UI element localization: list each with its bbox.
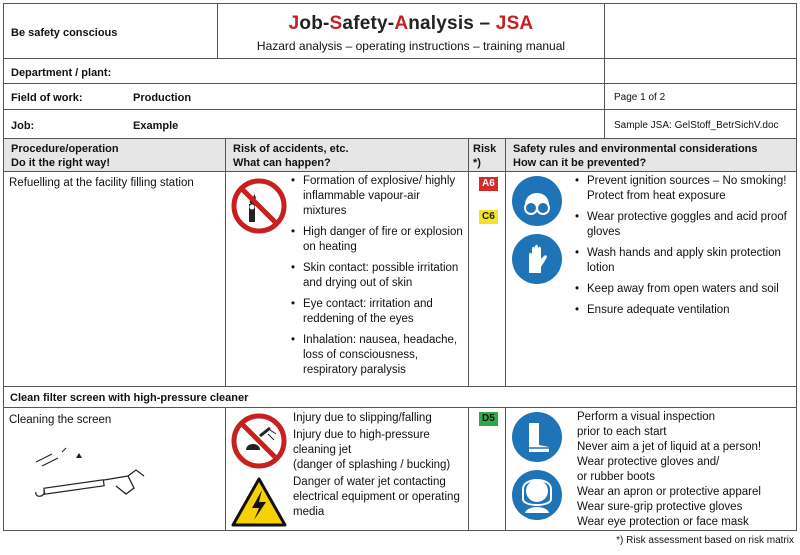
- list-item: (danger of splashing / bucking): [293, 459, 451, 471]
- s2-procedure: Cleaning the screen: [9, 414, 112, 426]
- s1-risk-rating-cell: [468, 171, 506, 387]
- page-title: Job-Safety-Analysis – JSA: [288, 13, 534, 34]
- s1-risk-list: [289, 174, 465, 384]
- list-item: Danger of water jet contacting electrical equipment or operating media: [293, 476, 460, 518]
- footnote: *) Risk assessment based on risk matrix: [616, 535, 794, 546]
- s2-heading-row: [3, 386, 797, 408]
- title-right-cell: [604, 3, 797, 59]
- list-item: Perform a visual inspection: [577, 411, 716, 423]
- s2-rules-cell: [505, 407, 797, 531]
- s1-rules-list: [573, 174, 793, 324]
- job-row: [3, 109, 605, 139]
- no-open-flame-icon: [230, 177, 288, 235]
- s2-procedure-cell: [3, 407, 226, 531]
- s1-rules-cell: [505, 171, 797, 387]
- list-item: • Wear protective goggles and acid proof gloves: [573, 210, 793, 240]
- sample-cell: [604, 109, 797, 139]
- list-item: or rubber boots: [577, 471, 655, 483]
- sample-file: Sample JSA: GelStoff_BetrSichV.doc: [614, 120, 779, 131]
- title-cell: [217, 3, 605, 59]
- page-subtitle: Hazard analysis – operating instructions – training manual: [256, 39, 566, 53]
- list-item: • Ensure adequate ventilation: [573, 303, 793, 318]
- page-cell: [604, 83, 797, 110]
- field-value: Production: [133, 92, 192, 104]
- gloves-icon: [511, 233, 563, 285]
- tagline: Be safety conscious: [11, 27, 118, 39]
- list-item: • Keep away from open waters and soil: [573, 282, 793, 297]
- pressure-washer-drawing: [32, 444, 152, 504]
- department-right: [604, 58, 797, 84]
- s2-risk-list: [293, 411, 465, 520]
- list-item: • Wash hands and apply skin protection lotion: [573, 246, 793, 276]
- page-number: Page 1 of 2: [614, 92, 666, 103]
- risk-badge-d5: D5: [479, 412, 498, 426]
- field-row: [3, 83, 605, 110]
- s2-heading: Clean filter screen with high-pressure cleaner: [10, 392, 249, 404]
- risk-badge-c6: C6: [479, 210, 498, 224]
- s2-risk-rating-cell: [468, 407, 506, 531]
- list-item: Injury due to slipping/falling: [293, 412, 432, 424]
- list-item: prior to each start: [577, 426, 667, 438]
- list-item: Wear sure-grip protective gloves: [577, 501, 743, 513]
- s1-procedure-cell: [3, 171, 226, 387]
- col-risk-accidents-header: Risk of accidents, etc. What can happen?: [225, 138, 469, 172]
- s1-risk-cell: [225, 171, 469, 387]
- no-spraying-icon: [230, 412, 288, 470]
- list-item: Wear an apron or protective apparel: [577, 486, 761, 498]
- list-item: • Inhalation: nausea, headache, loss of consciousness, respiratory paralysis: [289, 333, 465, 378]
- department-row: [3, 58, 605, 84]
- job-label: Job:: [11, 120, 35, 132]
- list-item: Wear protective gloves and/: [577, 456, 720, 468]
- face-shield-icon: [511, 469, 563, 521]
- safety-boots-icon: [511, 411, 563, 463]
- list-item: • Prevent ignition sources – No smoking! Protect from heat exposure: [573, 174, 793, 204]
- col-procedure-header: Procedure/operation Do it the right way!: [3, 138, 226, 172]
- s2-rules-list: [577, 410, 795, 530]
- risk-badge-a6: A6: [479, 177, 498, 191]
- list-item: • Formation of explosive/ highly inflammable vapour-air mixtures: [289, 174, 465, 219]
- col-rules-header: Safety rules and environmental considerations How can it be prevented?: [505, 138, 797, 172]
- list-item: • Eye contact: irritation and reddening of the eyes: [289, 297, 465, 327]
- tagline-cell: [3, 3, 218, 59]
- s2-risk-cell: [225, 407, 469, 531]
- list-item: • Skin contact: possible irritation and drying out of skin: [289, 261, 465, 291]
- list-item: Wear eye protection or face mask: [577, 516, 749, 528]
- department-label: Department / plant:: [11, 67, 112, 79]
- list-item: • High danger of fire or explosion on heating: [289, 225, 465, 255]
- electrical-hazard-icon: [230, 476, 288, 528]
- job-value: Example: [133, 120, 179, 132]
- col-risk-header: Risk *): [468, 138, 506, 172]
- eye-protection-icon: [511, 175, 563, 227]
- list-item: Never aim a jet of liquid at a person!: [577, 441, 762, 453]
- s1-procedure: Refuelling at the facility filling station: [9, 177, 194, 189]
- list-item: Injury due to high-pressure cleaning jet: [293, 429, 430, 456]
- field-label: Field of work:: [11, 92, 83, 104]
